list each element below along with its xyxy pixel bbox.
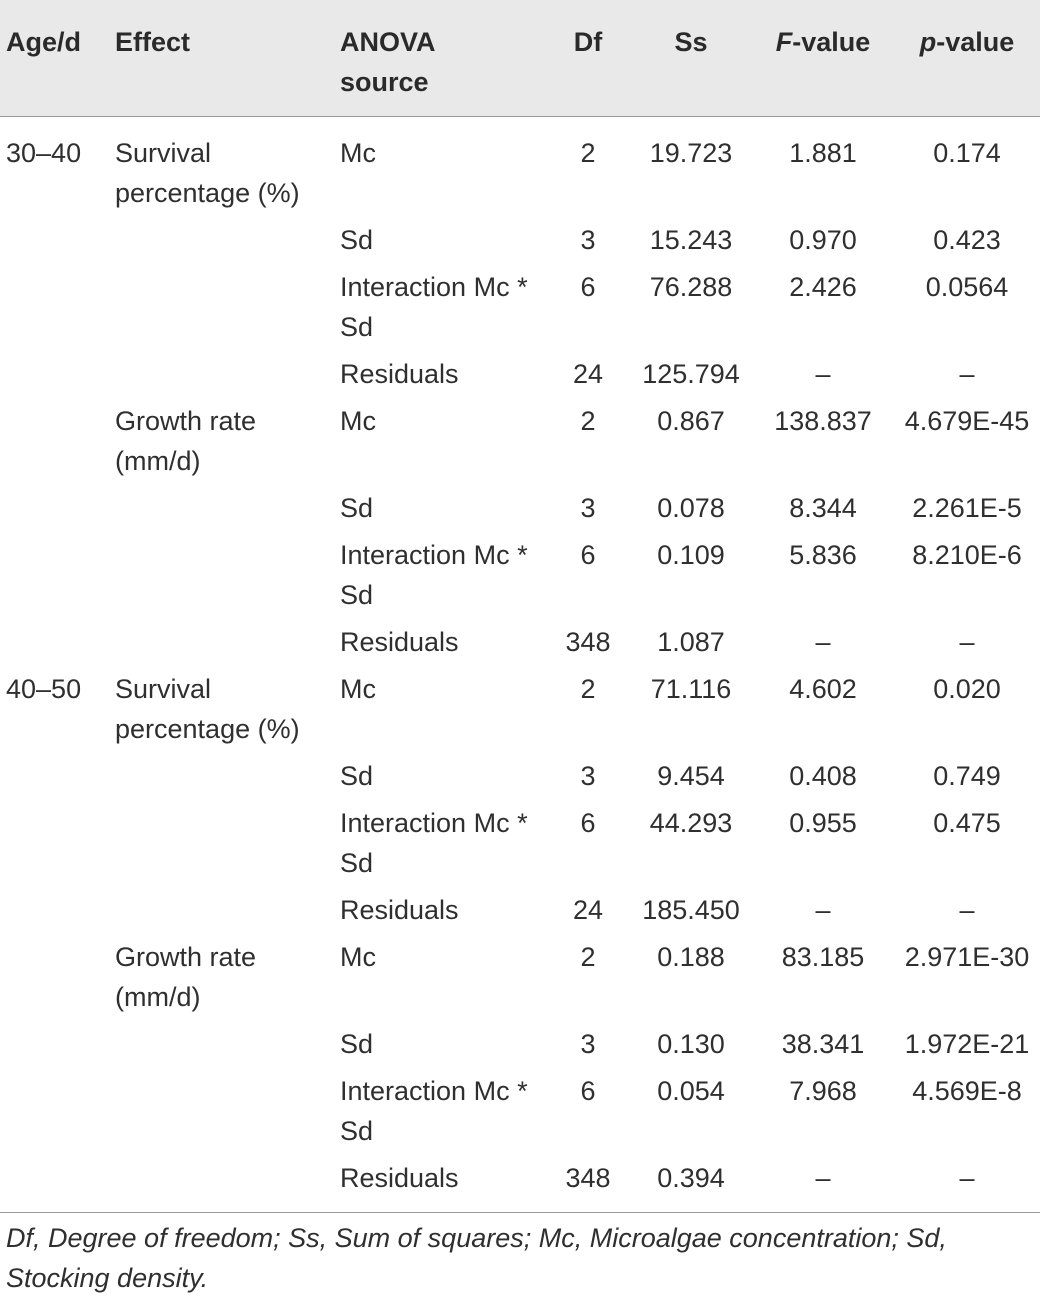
cell-df: 2 [580,138,596,168]
cell-df: 3 [580,493,596,523]
cell-df: 6 [580,540,596,570]
cell-f-value: 2.426 [789,272,857,302]
cell-anova-source: Mc [340,942,376,972]
cell-p-value: 0.749 [933,761,1001,791]
cell-f-value: 7.968 [789,1076,857,1106]
cell-p-value: 1.972E-21 [904,1029,1030,1059]
cell-anova-source: Interaction Mc * [340,808,528,838]
cell-ss: 125.794 [642,359,740,389]
cell-ss: 1.087 [657,627,725,657]
header-ss: Ss [674,27,708,57]
cell-anova-source: Interaction Mc * [340,272,528,302]
cell-df: 6 [580,1076,596,1106]
cell-f-value: 83.185 [781,942,865,972]
cell-anova-source: Interaction Mc * [340,1076,528,1106]
cell-f-value: 0.970 [789,225,857,255]
cell-p-value: 8.210E-6 [912,540,1022,570]
cell-anova-source: Mc [340,138,376,168]
cell-anova-source: Interaction Mc * [340,540,528,570]
cell-f-value: 0.408 [789,761,857,791]
cell-ss: 0.109 [657,540,725,570]
cell-f-value: 138.837 [774,406,872,436]
cell-df: 3 [580,225,596,255]
cell-df: 348 [565,627,611,657]
table-bottom-divider [0,1212,1040,1213]
cell-anova-source: Residuals [340,1163,459,1193]
cell-ss: 76.288 [649,272,733,302]
cell-p-value: 0.174 [933,138,1001,168]
cell-anova-source: Sd [340,761,374,791]
cell-effect-label-cont: percentage (%) [115,178,300,208]
header-divider [0,116,1040,117]
cell-effect-label-cont: (mm/d) [115,982,201,1012]
cell-ss: 71.116 [650,674,732,704]
cell-p-value: – [959,1163,975,1193]
cell-anova-source: Residuals [340,627,459,657]
cell-anova-source: Residuals [340,895,459,925]
cell-f-value: 1.881 [789,138,857,168]
cell-f-value: – [815,359,831,389]
cell-p-value: 4.679E-45 [904,406,1030,436]
table-footnote: Df, Degree of freedom; Ss, Sum of squares; Mc, Microalgae concentration; Sd, Stocking density. [6,1223,947,1293]
header-anova-source-line1: ANOVA [340,27,436,57]
header-f-letter: F [775,27,793,57]
cell-df: 24 [572,359,604,389]
cell-p-value: 0.020 [933,674,1001,704]
cell-ss: 0.394 [657,1163,725,1193]
cell-anova-source-cont: Sd [340,580,374,610]
cell-effect-label: Survival [115,674,212,704]
cell-f-value: – [815,627,831,657]
cell-ss: 0.054 [657,1076,725,1106]
header-age: Age/d [6,27,82,57]
cell-f-value: 0.955 [789,808,857,838]
cell-p-value: 2.261E-5 [912,493,1022,523]
cell-p-value: 0.475 [933,808,1001,838]
cell-anova-source-cont: Sd [340,312,374,342]
cell-age-group: 40–50 [6,674,82,704]
header-f-value [758,22,888,62]
cell-effect-label: Growth rate [115,942,257,972]
cell-p-value: 0.0564 [925,272,1009,302]
header-effect: Effect [115,27,191,57]
cell-p-value: 4.569E-8 [912,1076,1022,1106]
cell-ss: 0.078 [657,493,725,523]
cell-df: 2 [580,942,596,972]
cell-anova-source: Sd [340,1029,374,1059]
cell-df: 3 [580,761,596,791]
cell-p-value: 0.423 [933,225,1001,255]
cell-anova-source-cont: Sd [340,1116,374,1146]
header-df: Df [573,27,603,57]
cell-f-value: 4.602 [789,674,857,704]
cell-df: 348 [565,1163,611,1193]
cell-p-value: 2.971E-30 [904,942,1030,972]
cell-df: 24 [572,895,604,925]
cell-anova-source: Mc [340,406,376,436]
header-p-value [895,22,1039,62]
cell-ss: 15.243 [649,225,733,255]
cell-df: 3 [580,1029,596,1059]
cell-df: 6 [580,272,596,302]
cell-f-value: 8.344 [789,493,857,523]
cell-f-value: – [815,895,831,925]
header-anova-source-line2: source [340,67,429,97]
cell-age-group: 30–40 [6,138,82,168]
cell-effect-label: Survival [115,138,212,168]
cell-effect-label-cont: (mm/d) [115,446,201,476]
cell-f-value: 5.836 [789,540,857,570]
cell-anova-source: Sd [340,225,374,255]
cell-p-value: – [959,895,975,925]
cell-f-value: – [815,1163,831,1193]
header-p-suffix: -value [936,27,1015,57]
cell-ss: 0.130 [657,1029,725,1059]
cell-ss: 185.450 [642,895,740,925]
cell-p-value: – [959,359,975,389]
cell-p-value: – [959,627,975,657]
header-p-letter: p [919,27,937,57]
cell-anova-source-cont: Sd [340,848,374,878]
cell-effect-label: Growth rate [115,406,257,436]
cell-anova-source: Residuals [340,359,459,389]
cell-effect-label-cont: percentage (%) [115,714,300,744]
cell-df: 2 [580,406,596,436]
cell-df: 2 [580,674,596,704]
header-anova-source [340,22,436,102]
cell-ss: 9.454 [657,761,725,791]
cell-ss: 0.188 [657,942,725,972]
cell-ss: 19.723 [649,138,733,168]
cell-df: 6 [580,808,596,838]
cell-ss: 0.867 [657,406,725,436]
cell-anova-source: Sd [340,493,374,523]
cell-anova-source: Mc [340,674,376,704]
cell-f-value: 38.341 [781,1029,865,1059]
header-f-suffix: -value [792,27,871,57]
cell-ss: 44.293 [649,808,733,838]
